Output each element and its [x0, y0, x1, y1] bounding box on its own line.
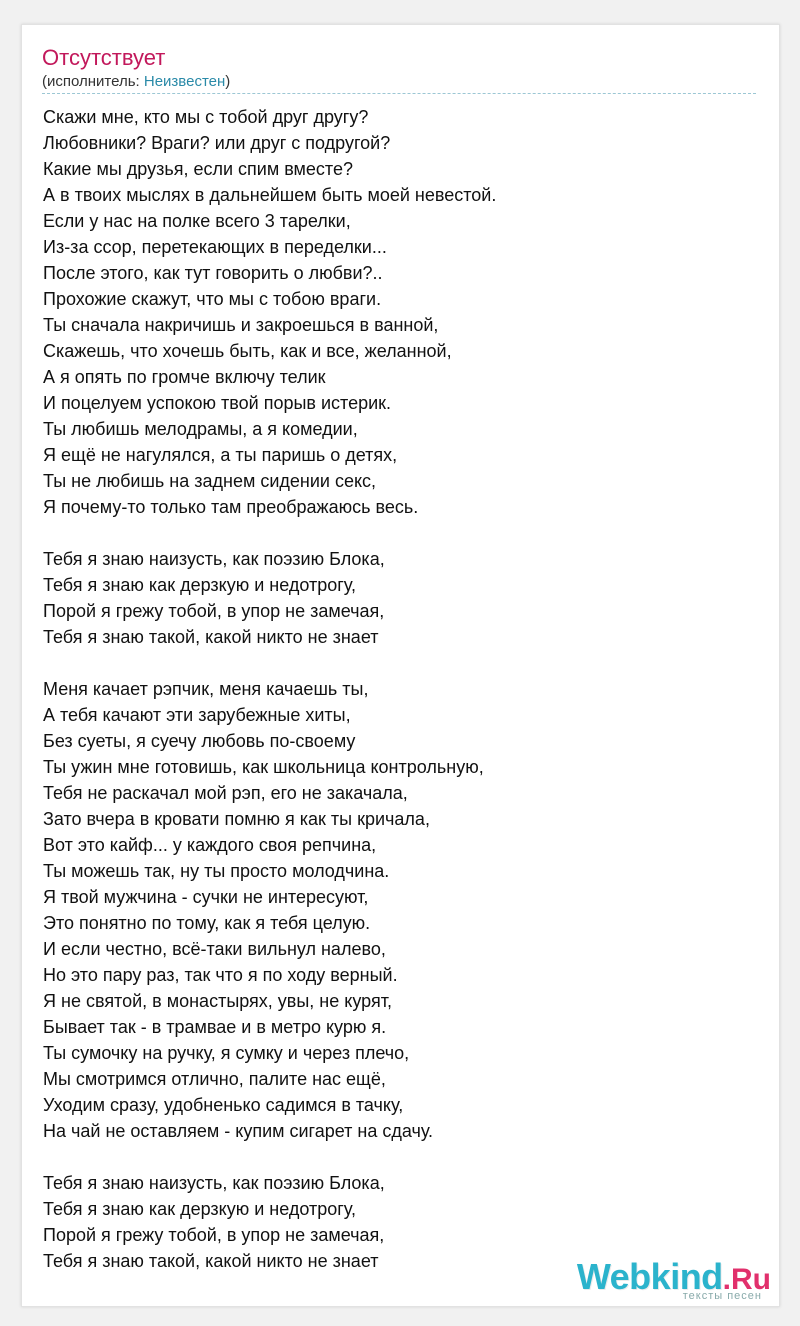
lyric-line: Порой я грежу тобой, в упор не замечая, — [43, 1225, 385, 1245]
lyric-line: А тебя качают эти зарубежные хиты, — [43, 705, 351, 725]
lyric-line: Это понятно по тому, как я тебя целую. — [43, 913, 371, 933]
lyric-line: Я не святой, в монастырях, увы, не курят, — [43, 991, 392, 1011]
lyric-line: Ты сумочку на ручку, я сумку и через плечо, — [43, 1043, 410, 1063]
artist-suffix: ) — [225, 73, 231, 90]
logo-wordmark: Webkind — [576, 1256, 723, 1297]
lyric-line: Ты не любишь на заднем сидении секс, — [43, 471, 377, 491]
lyrics-stanza — [43, 104, 753, 520]
lyric-line: Скажешь, что хочешь быть, как и все, желанной, — [43, 341, 452, 361]
lyric-line: Тебя я знаю наизусть, как поэзию Блока, — [43, 549, 385, 569]
lyric-line: Тебя я знаю наизусть, как поэзию Блока, — [43, 1173, 385, 1193]
lyric-line: Тебя я знаю такой, какой никто не знает — [43, 627, 379, 647]
lyric-line: Тебя не раскачал мой рэп, его не закачала, — [43, 783, 408, 803]
logo-subtitle: тексты песен — [682, 1290, 762, 1302]
logo-domain-suffix: .Ru — [722, 1263, 771, 1296]
lyric-line: Зато вчера в кровати помню я как ты кричала, — [43, 809, 430, 829]
lyrics-stanza — [43, 546, 753, 650]
lyric-line: Меня качает рэпчик, меня качаешь ты, — [43, 679, 369, 699]
lyric-line: Но это пару раз, так что я по ходу верный. — [43, 965, 398, 985]
lyric-line: Я ещё не нагулялся, а ты паришь о детях, — [43, 445, 398, 465]
lyric-line: Если у нас на полке всего 3 тарелки, — [43, 211, 351, 231]
lyric-line: Бывает так - в трамвае и в метро курю я. — [43, 1017, 387, 1037]
artist-link[interactable]: Неизвестен — [143, 73, 226, 90]
song-title: Отсутствует — [42, 45, 166, 70]
lyric-line: Какие мы друзья, если спим вместе? — [43, 159, 353, 179]
lyric-line: Прохожие скажут, что мы с тобою враги. — [43, 289, 382, 309]
lyric-line: И если честно, всё-таки вильнул налево, — [43, 939, 386, 959]
lyric-line: Я почему-то только там преображаюсь весь. — [43, 497, 419, 517]
lyric-line: А я опять по громче включу телик — [43, 367, 326, 387]
artist-prefix: (исполнитель: — [42, 73, 144, 90]
lyric-line: Порой я грежу тобой, в упор не замечая, — [43, 601, 385, 621]
lyric-line: И поцелуем успокою твой порыв истерик. — [43, 393, 392, 413]
artist-line — [42, 73, 230, 91]
lyric-line: Скажи мне, кто мы с тобой друг другу? — [43, 107, 369, 127]
lyric-line: Любовники? Враги? или друг с подругой? — [43, 133, 391, 153]
lyric-line: Без суеты, я суечу любовь по-своему — [43, 731, 356, 751]
lyric-line: На чай не оставляем - купим сигарет на сдачу. — [43, 1121, 434, 1141]
lyric-line: А в твоих мыслях в дальнейшем быть моей невестой. — [43, 185, 497, 205]
lyric-line: Тебя я знаю как дерзкую и недотрогу, — [43, 575, 356, 595]
lyric-line: После этого, как тут говорить о любви?.. — [43, 263, 383, 283]
lyric-line: Из-за ссор, перетекающих в переделки... — [43, 237, 387, 257]
lyric-line: Ты любишь мелодрамы, а я комедии, — [43, 419, 358, 439]
lyric-line: Ты сначала накричишь и закроешься в ванной, — [43, 315, 439, 335]
title-divider — [42, 93, 756, 94]
lyric-line: Ты можешь так, ну ты просто молодчина. — [43, 861, 390, 881]
lyric-line: Вот это кайф... у каждого своя репчина, — [43, 835, 377, 855]
lyric-line: Ты ужин мне готовишь, как школьница контрольную, — [43, 757, 484, 777]
lyric-line: Тебя я знаю такой, какой никто не знает — [43, 1251, 379, 1271]
lyric-line: Уходим сразу, удобненько садимся в тачку, — [43, 1095, 404, 1115]
lyric-line: Я твой мужчина - сучки не интересуют, — [43, 887, 369, 907]
lyric-line: Мы смотримся отлично, палите нас ещё, — [43, 1069, 386, 1089]
lyrics-text — [43, 104, 753, 1300]
lyric-line: Тебя я знаю как дерзкую и недотрогу, — [43, 1199, 356, 1219]
lyrics-stanza — [43, 676, 753, 1144]
